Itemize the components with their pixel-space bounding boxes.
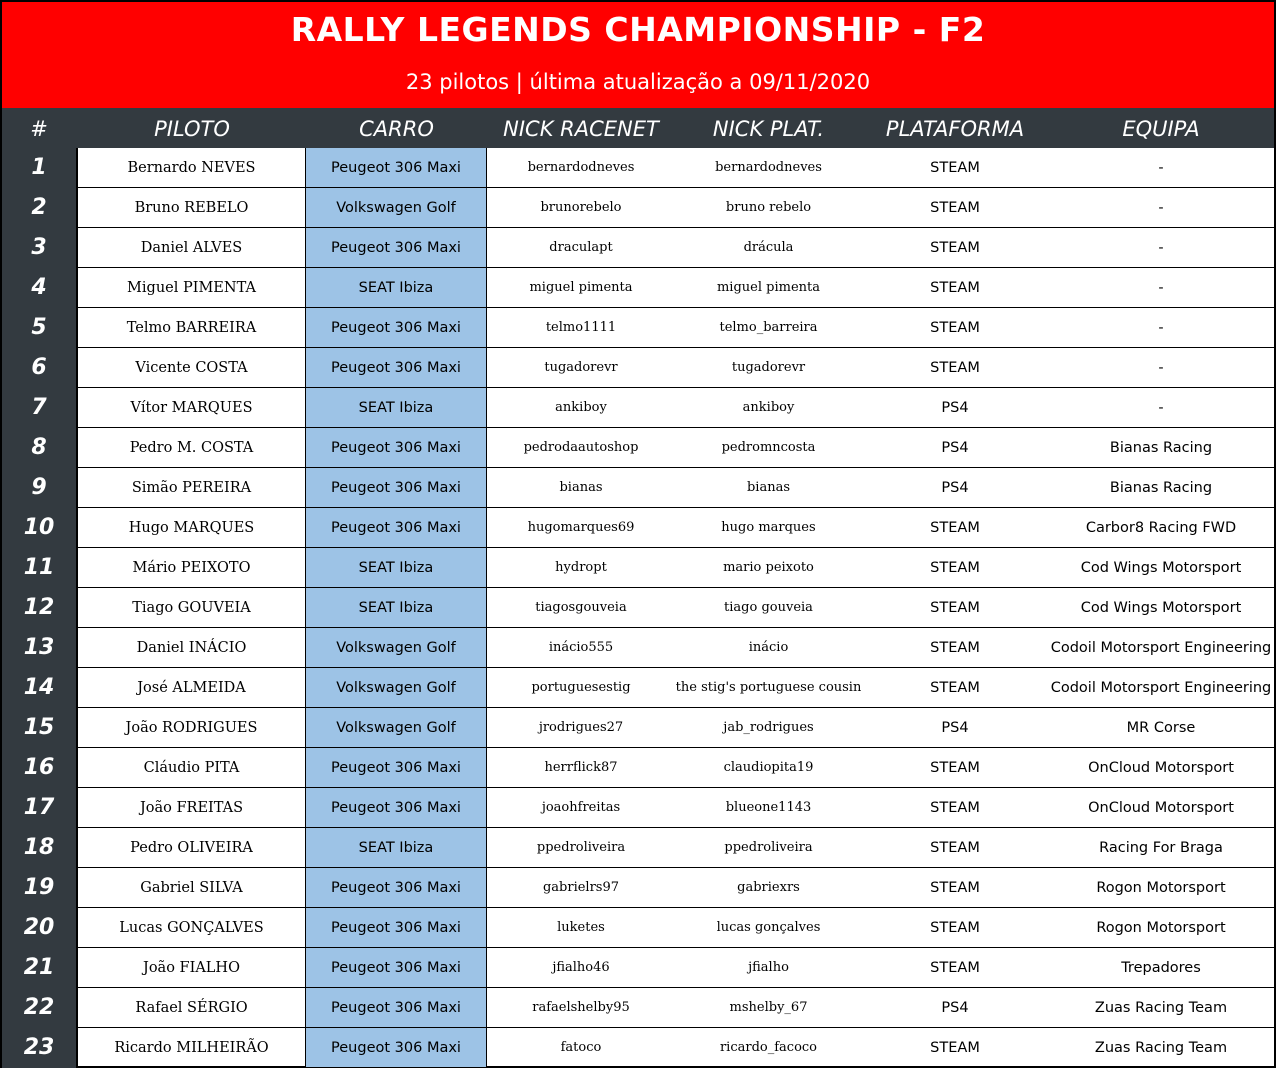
platform-nick-cell: tugadorevr	[675, 348, 862, 388]
team-name-cell: Rogon Motorsport	[1048, 868, 1274, 908]
row-number-cell: 4	[2, 268, 76, 308]
driver-name-cell: Telmo BARREIRA	[76, 308, 306, 348]
racenet-nick-cell: tugadorevr	[487, 348, 675, 388]
row-number-cell: 19	[2, 868, 76, 908]
table-row	[2, 468, 1274, 508]
racenet-nick-cell: miguel pimenta	[487, 268, 675, 308]
car-name-cell: Peugeot 306 Maxi	[306, 348, 487, 388]
racenet-nick-cell: draculapt	[487, 228, 675, 268]
team-name-cell: -	[1048, 268, 1274, 308]
car-name-cell: Peugeot 306 Maxi	[306, 148, 487, 188]
platform-nick-cell: ricardo_facoco	[675, 1028, 862, 1068]
driver-name-cell: Mário PEIXOTO	[76, 548, 306, 588]
car-name-cell: Peugeot 306 Maxi	[306, 1028, 487, 1068]
column-header-piloto: PILOTO	[154, 117, 230, 141]
platform-nick-cell: inácio	[675, 628, 862, 668]
team-name-cell: Zuas Racing Team	[1048, 1028, 1274, 1068]
row-number-cell: 8	[2, 428, 76, 468]
platform-name-cell: STEAM	[862, 828, 1048, 868]
car-name-cell: Peugeot 306 Maxi	[306, 788, 487, 828]
table-row	[2, 508, 1274, 548]
racenet-nick-cell: jfialho46	[487, 948, 675, 988]
platform-name-cell: STEAM	[862, 908, 1048, 948]
table-row	[2, 1028, 1274, 1068]
platform-name-cell: STEAM	[862, 588, 1048, 628]
platform-nick-cell: bruno rebelo	[675, 188, 862, 228]
table-row	[2, 308, 1274, 348]
column-header-nick-racenet: NICK RACENET	[503, 117, 659, 141]
platform-name-cell: STEAM	[862, 788, 1048, 828]
platform-name-cell: STEAM	[862, 188, 1048, 228]
column-header-number: #	[30, 117, 48, 141]
team-name-cell: Bianas Racing	[1048, 428, 1274, 468]
platform-nick-cell: ppedroliveira	[675, 828, 862, 868]
car-name-cell: Peugeot 306 Maxi	[306, 508, 487, 548]
team-name-cell: -	[1048, 188, 1274, 228]
platform-name-cell: STEAM	[862, 628, 1048, 668]
car-name-cell: Peugeot 306 Maxi	[306, 908, 487, 948]
row-number-cell: 17	[2, 788, 76, 828]
driver-name-cell: Vítor MARQUES	[76, 388, 306, 428]
title-banner	[2, 2, 1274, 108]
driver-name-cell: Pedro M. COSTA	[76, 428, 306, 468]
table-row	[2, 148, 1274, 188]
car-name-cell: Peugeot 306 Maxi	[306, 228, 487, 268]
driver-name-cell: Rafael SÉRGIO	[76, 988, 306, 1028]
team-name-cell: Bianas Racing	[1048, 468, 1274, 508]
racenet-nick-cell: hydropt	[487, 548, 675, 588]
row-number-cell: 20	[2, 908, 76, 948]
team-name-cell: -	[1048, 228, 1274, 268]
racenet-nick-cell: pedrodaautoshop	[487, 428, 675, 468]
car-name-cell: Peugeot 306 Maxi	[306, 948, 487, 988]
platform-nick-cell: bernardodneves	[675, 148, 862, 188]
driver-name-cell: Daniel INÁCIO	[76, 628, 306, 668]
platform-name-cell: STEAM	[862, 148, 1048, 188]
row-number-cell: 11	[2, 548, 76, 588]
racenet-nick-cell: herrflick87	[487, 748, 675, 788]
team-name-cell: Racing For Braga	[1048, 828, 1274, 868]
platform-nick-cell: tiago gouveia	[675, 588, 862, 628]
table-row	[2, 188, 1274, 228]
car-name-cell: Peugeot 306 Maxi	[306, 868, 487, 908]
platform-name-cell: PS4	[862, 388, 1048, 428]
racenet-nick-cell: brunorebelo	[487, 188, 675, 228]
platform-name-cell: STEAM	[862, 748, 1048, 788]
table-row	[2, 708, 1274, 748]
car-name-cell: Peugeot 306 Maxi	[306, 308, 487, 348]
car-name-cell: Volkswagen Golf	[306, 188, 487, 228]
car-name-cell: SEAT Ibiza	[306, 588, 487, 628]
car-name-cell: Volkswagen Golf	[306, 708, 487, 748]
platform-name-cell: PS4	[862, 468, 1048, 508]
driver-name-cell: Ricardo MILHEIRÃO	[76, 1028, 306, 1068]
row-number-cell: 15	[2, 708, 76, 748]
column-header-equipa: EQUIPA	[1122, 117, 1200, 141]
racenet-nick-cell: bernardodneves	[487, 148, 675, 188]
car-name-cell: SEAT Ibiza	[306, 388, 487, 428]
platform-name-cell: STEAM	[862, 548, 1048, 588]
column-header-row	[2, 108, 1274, 148]
platform-nick-cell: miguel pimenta	[675, 268, 862, 308]
team-name-cell: Carbor8 Racing FWD	[1048, 508, 1274, 548]
table-row	[2, 628, 1274, 668]
team-name-cell: -	[1048, 148, 1274, 188]
driver-name-cell: Miguel PIMENTA	[76, 268, 306, 308]
column-header-carro: CARRO	[359, 117, 434, 141]
team-name-cell: Codoil Motorsport Engineering	[1048, 628, 1274, 668]
row-number-cell: 10	[2, 508, 76, 548]
driver-name-cell: Cláudio PITA	[76, 748, 306, 788]
driver-name-cell: Pedro OLIVEIRA	[76, 828, 306, 868]
row-number-cell: 21	[2, 948, 76, 988]
table-row	[2, 228, 1274, 268]
team-name-cell: OnCloud Motorsport	[1048, 788, 1274, 828]
table-row	[2, 868, 1274, 908]
table-row	[2, 788, 1274, 828]
platform-name-cell: STEAM	[862, 868, 1048, 908]
racenet-nick-cell: luketes	[487, 908, 675, 948]
racenet-nick-cell: joaohfreitas	[487, 788, 675, 828]
team-name-cell: -	[1048, 388, 1274, 428]
racenet-nick-cell: bianas	[487, 468, 675, 508]
team-name-cell: -	[1048, 348, 1274, 388]
platform-name-cell: PS4	[862, 708, 1048, 748]
column-header-nick-plat: NICK PLAT.	[712, 117, 825, 141]
platform-name-cell: STEAM	[862, 348, 1048, 388]
racenet-nick-cell: hugomarques69	[487, 508, 675, 548]
page-title: RALLY LEGENDS CHAMPIONSHIP - F2	[290, 10, 986, 49]
platform-name-cell: STEAM	[862, 668, 1048, 708]
racenet-nick-cell: jrodrigues27	[487, 708, 675, 748]
racenet-nick-cell: fatoco	[487, 1028, 675, 1068]
row-number-cell: 13	[2, 628, 76, 668]
platform-name-cell: PS4	[862, 988, 1048, 1028]
driver-name-cell: Tiago GOUVEIA	[76, 588, 306, 628]
car-name-cell: SEAT Ibiza	[306, 828, 487, 868]
platform-nick-cell: telmo_barreira	[675, 308, 862, 348]
car-name-cell: Peugeot 306 Maxi	[306, 748, 487, 788]
platform-nick-cell: pedromncosta	[675, 428, 862, 468]
table-row	[2, 348, 1274, 388]
column-header-plataforma: PLATAFORMA	[885, 117, 1025, 141]
platform-name-cell: STEAM	[862, 308, 1048, 348]
racenet-nick-cell: ankiboy	[487, 388, 675, 428]
team-name-cell: Codoil Motorsport Engineering	[1048, 668, 1274, 708]
platform-nick-cell: lucas gonçalves	[675, 908, 862, 948]
driver-name-cell: Hugo MARQUES	[76, 508, 306, 548]
table-row	[2, 748, 1274, 788]
platform-nick-cell: the stig's portuguese cousin	[675, 668, 862, 708]
driver-name-cell: Bruno REBELO	[76, 188, 306, 228]
team-name-cell: Rogon Motorsport	[1048, 908, 1274, 948]
platform-name-cell: STEAM	[862, 268, 1048, 308]
team-name-cell: -	[1048, 308, 1274, 348]
platform-name-cell: STEAM	[862, 508, 1048, 548]
racenet-nick-cell: gabrielrs97	[487, 868, 675, 908]
car-name-cell: Peugeot 306 Maxi	[306, 428, 487, 468]
platform-name-cell: STEAM	[862, 228, 1048, 268]
driver-name-cell: João FREITAS	[76, 788, 306, 828]
table-row	[2, 908, 1274, 948]
row-number-cell: 18	[2, 828, 76, 868]
driver-name-cell: Gabriel SILVA	[76, 868, 306, 908]
racenet-nick-cell: inácio555	[487, 628, 675, 668]
driver-name-cell: João RODRIGUES	[76, 708, 306, 748]
row-number-cell: 12	[2, 588, 76, 628]
table-row	[2, 388, 1274, 428]
table-row	[2, 828, 1274, 868]
row-number-cell: 7	[2, 388, 76, 428]
car-name-cell: Volkswagen Golf	[306, 628, 487, 668]
table-row	[2, 988, 1274, 1028]
row-number-cell: 9	[2, 468, 76, 508]
platform-nick-cell: gabriexrs	[675, 868, 862, 908]
table-row	[2, 948, 1274, 988]
platform-name-cell: PS4	[862, 428, 1048, 468]
platform-nick-cell: bianas	[675, 468, 862, 508]
platform-nick-cell: claudiopita19	[675, 748, 862, 788]
driver-name-cell: Daniel ALVES	[76, 228, 306, 268]
racenet-nick-cell: portuguesestig	[487, 668, 675, 708]
row-number-cell: 22	[2, 988, 76, 1028]
row-number-cell: 2	[2, 188, 76, 228]
table-row	[2, 268, 1274, 308]
row-number-cell: 1	[2, 148, 76, 188]
platform-name-cell: STEAM	[862, 948, 1048, 988]
platform-nick-cell: mshelby_67	[675, 988, 862, 1028]
platform-name-cell: STEAM	[862, 1028, 1048, 1068]
platform-nick-cell: hugo marques	[675, 508, 862, 548]
table-row	[2, 548, 1274, 588]
driver-name-cell: Vicente COSTA	[76, 348, 306, 388]
team-name-cell: Cod Wings Motorsport	[1048, 548, 1274, 588]
row-number-cell: 3	[2, 228, 76, 268]
team-name-cell: Trepadores	[1048, 948, 1274, 988]
platform-nick-cell: jab_rodrigues	[675, 708, 862, 748]
racenet-nick-cell: rafaelshelby95	[487, 988, 675, 1028]
car-name-cell: Volkswagen Golf	[306, 668, 487, 708]
platform-nick-cell: drácula	[675, 228, 862, 268]
driver-name-cell: José ALMEIDA	[76, 668, 306, 708]
racenet-nick-cell: tiagosgouveia	[487, 588, 675, 628]
table-row	[2, 668, 1274, 708]
row-number-cell: 6	[2, 348, 76, 388]
driver-name-cell: Lucas GONÇALVES	[76, 908, 306, 948]
table-row	[2, 428, 1274, 468]
driver-name-cell: Simão PEREIRA	[76, 468, 306, 508]
row-number-cell: 14	[2, 668, 76, 708]
platform-nick-cell: ankiboy	[675, 388, 862, 428]
car-name-cell: SEAT Ibiza	[306, 548, 487, 588]
car-name-cell: Peugeot 306 Maxi	[306, 988, 487, 1028]
row-number-cell: 16	[2, 748, 76, 788]
car-name-cell: SEAT Ibiza	[306, 268, 487, 308]
racenet-nick-cell: telmo1111	[487, 308, 675, 348]
page-subtitle: 23 pilotos | última atualização a 09/11/2020	[405, 70, 871, 94]
driver-name-cell: João FIALHO	[76, 948, 306, 988]
racenet-nick-cell: ppedroliveira	[487, 828, 675, 868]
car-name-cell: Peugeot 306 Maxi	[306, 468, 487, 508]
row-number-cell: 5	[2, 308, 76, 348]
platform-nick-cell: mario peixoto	[675, 548, 862, 588]
standings-table-body	[2, 148, 1274, 1068]
team-name-cell: Zuas Racing Team	[1048, 988, 1274, 1028]
driver-name-cell: Bernardo NEVES	[76, 148, 306, 188]
platform-nick-cell: jfialho	[675, 948, 862, 988]
team-name-cell: MR Corse	[1048, 708, 1274, 748]
team-name-cell: OnCloud Motorsport	[1048, 748, 1274, 788]
row-number-cell: 23	[2, 1028, 76, 1068]
platform-nick-cell: blueone1143	[675, 788, 862, 828]
table-row	[2, 588, 1274, 628]
team-name-cell: Cod Wings Motorsport	[1048, 588, 1274, 628]
